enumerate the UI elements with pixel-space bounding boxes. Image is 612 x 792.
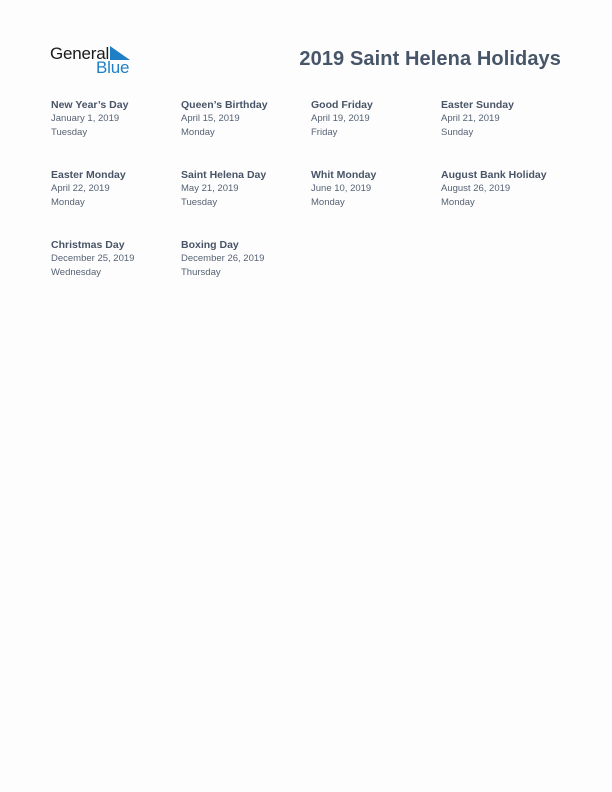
generalblue-logo — [50, 44, 136, 78]
holiday-entry — [51, 99, 176, 139]
holiday-entry — [311, 99, 436, 139]
holiday-entry — [51, 239, 176, 279]
holiday-date: December 26, 2019 — [181, 253, 265, 264]
holiday-entry — [441, 99, 566, 139]
holiday-weekday: Sunday — [441, 126, 474, 138]
holiday-name: Christmas Day — [51, 239, 125, 251]
holiday-weekday: Monday — [51, 196, 85, 208]
holiday-entry — [181, 99, 306, 139]
holiday-weekday: Monday — [311, 196, 345, 208]
holiday-name: August Bank Holiday — [441, 169, 547, 181]
holiday-date: August 26, 2019 — [441, 183, 511, 194]
holiday-name: Easter Monday — [51, 169, 126, 181]
holiday-weekday: Monday — [181, 126, 215, 138]
holiday-name: Easter Sunday — [441, 99, 514, 111]
holiday-name: Saint Helena Day — [181, 169, 267, 181]
holiday-date: April 22, 2019 — [51, 183, 110, 194]
holiday-date: January 1, 2019 — [51, 113, 120, 124]
holiday-name: Queen’s Birthday — [181, 99, 268, 111]
page-title: 2019 Saint Helena Holidays — [299, 48, 561, 70]
holiday-weekday: Thursday — [181, 266, 221, 278]
logo-text-blue: Blue — [96, 58, 130, 77]
holiday-name: Boxing Day — [181, 239, 239, 251]
holiday-date: June 10, 2019 — [311, 183, 372, 194]
holiday-entry — [181, 169, 306, 209]
holiday-date: December 25, 2019 — [51, 253, 135, 264]
holiday-name: New Year’s Day — [51, 99, 129, 111]
holiday-date: April 21, 2019 — [441, 113, 500, 124]
holiday-weekday: Friday — [311, 126, 338, 138]
holiday-date: April 19, 2019 — [311, 113, 370, 124]
holiday-entry — [51, 169, 176, 209]
holiday-entry — [311, 169, 436, 209]
holiday-name: Whit Monday — [311, 169, 377, 181]
holiday-weekday: Monday — [441, 196, 475, 208]
holiday-weekday: Tuesday — [181, 196, 218, 208]
holiday-date: April 15, 2019 — [181, 113, 240, 124]
holiday-entry — [441, 169, 566, 209]
holiday-name: Good Friday — [311, 99, 373, 111]
holiday-date: May 21, 2019 — [181, 183, 239, 194]
holiday-entry — [181, 239, 306, 279]
holiday-weekday: Wednesday — [51, 266, 101, 278]
holiday-weekday: Tuesday — [51, 126, 88, 138]
logo-text-general: General — [50, 44, 110, 63]
